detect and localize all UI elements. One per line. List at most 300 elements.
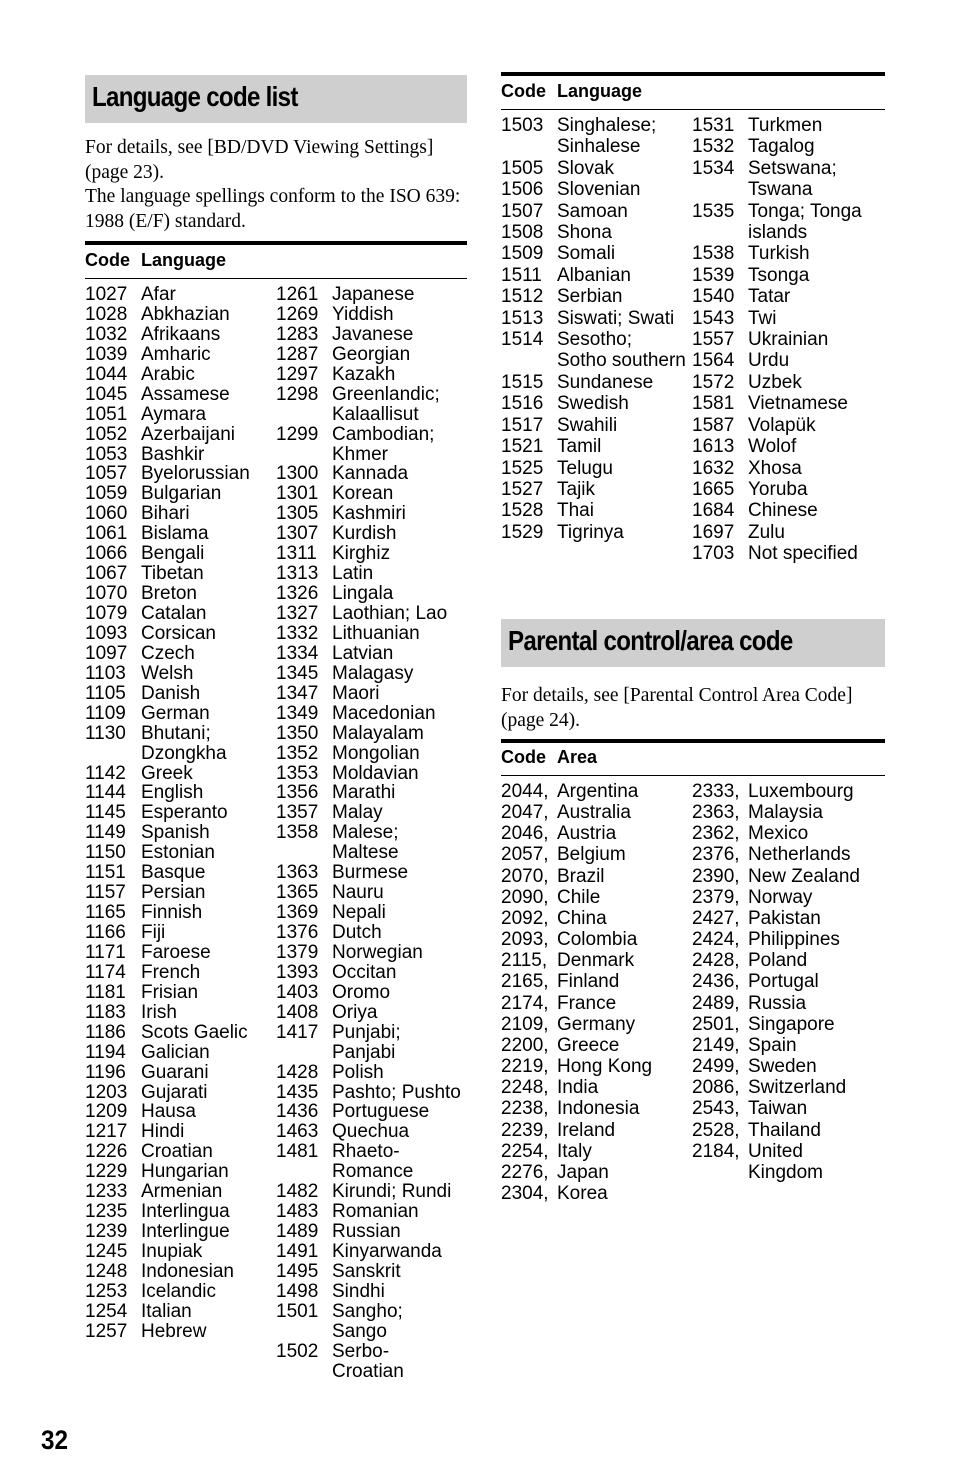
language-subcolumn-2: [276, 285, 467, 1382]
entry-code: 1332: [276, 622, 319, 644]
entry-name: Tagalog: [748, 136, 815, 158]
entry-name: Danish: [141, 682, 201, 704]
table-row: [85, 464, 276, 484]
entry-name: Portuguese: [332, 1101, 430, 1123]
entry-code: 1353: [276, 762, 319, 784]
entry-code: 1130: [85, 722, 126, 744]
entry-name: Germany: [557, 1013, 636, 1035]
entry-name: Yiddish: [332, 303, 394, 325]
entry-code: 2501,: [692, 1013, 740, 1035]
entry-code: 1070: [85, 583, 128, 605]
table-row: [501, 286, 692, 307]
entry-name: Rhaeto-: [332, 1141, 400, 1163]
table-row: [85, 484, 276, 504]
entry-code: 1186: [85, 1021, 126, 1043]
entry-code: 2115,: [501, 950, 548, 972]
entry-code: 1665: [692, 478, 735, 500]
entry-name: Welsh: [141, 662, 194, 684]
area-header-area: Area: [557, 747, 598, 767]
entry-code: 1417: [276, 1021, 319, 1043]
area-subcolumn-2: [692, 781, 885, 1183]
entry-code: 1347: [276, 682, 319, 704]
entry-name: Romanian: [332, 1201, 419, 1223]
table-row: [85, 544, 276, 564]
table-row: [276, 783, 467, 803]
entry-code: 1350: [276, 722, 319, 744]
table-row: [276, 325, 467, 345]
entry-name: Austria: [557, 823, 617, 845]
entry-name-continued: Panjabi: [332, 1041, 396, 1063]
entry-name: Tibetan: [141, 563, 204, 585]
entry-name: Korea: [557, 1182, 608, 1204]
entry-code: 1376: [276, 922, 319, 943]
entry-name: Uzbek: [748, 371, 802, 393]
table-row: [276, 484, 467, 504]
entry-name: Afar: [141, 284, 176, 305]
language-table-continued-header-rule: [501, 109, 885, 110]
entry-name: Sweden: [748, 1056, 817, 1078]
table-row: [85, 524, 276, 544]
entry-code: 1356: [276, 782, 319, 804]
entry-name: Gujarati: [141, 1081, 208, 1103]
entry-code: 2092,: [501, 907, 549, 929]
table-row: [85, 305, 276, 325]
entry-code: 2047,: [501, 802, 549, 824]
table-row: [85, 783, 276, 803]
table-row: [85, 1142, 276, 1162]
entry-code: 1508: [501, 222, 544, 244]
language-intro-standard: The language spellings conform to the ISO 639: 1988 (E/F) standard.: [85, 186, 461, 232]
entry-name: Moldavian: [332, 762, 419, 784]
entry-code: 1543: [692, 307, 735, 329]
table-row: [692, 1098, 885, 1119]
entry-name: Tigrinya: [557, 521, 624, 543]
entry-name: Czech: [141, 642, 195, 664]
entry-code: 1369: [276, 902, 319, 924]
table-row: [85, 863, 276, 883]
entry-name: Guarani: [141, 1061, 209, 1083]
entry-code: 1684: [692, 500, 735, 522]
table-row: [85, 923, 276, 943]
entry-name: Oromo: [332, 981, 391, 1003]
entry-name: Interlingua: [141, 1201, 230, 1223]
entry-name: Hebrew: [141, 1320, 207, 1342]
table-row: [692, 158, 885, 201]
table-row: [692, 971, 885, 992]
entry-name: United: [748, 1140, 803, 1162]
entry-code: 1253: [85, 1280, 128, 1302]
entry-name: Not specified: [748, 543, 858, 565]
entry-code: 1506: [501, 179, 544, 201]
table-row: [85, 1083, 276, 1103]
table-row: [692, 458, 885, 479]
table-row: [276, 564, 467, 584]
area-header-code: Code: [501, 747, 546, 767]
table-row: [276, 684, 467, 704]
entry-code: 1357: [276, 802, 319, 824]
table-row: [85, 903, 276, 923]
entry-code: 2499,: [692, 1056, 740, 1078]
entry-code: 2238,: [501, 1098, 549, 1120]
table-row: [501, 908, 692, 929]
entry-code: 2200,: [501, 1034, 549, 1056]
table-row: [276, 983, 467, 1003]
entry-code: 1057: [85, 463, 128, 485]
entry-name: Netherlands: [748, 844, 851, 866]
entry-name: Dutch: [332, 922, 382, 943]
entry-name: Swahili: [557, 414, 618, 436]
table-row: [85, 1102, 276, 1122]
entry-code: 1489: [276, 1221, 319, 1243]
entry-code: 1305: [276, 503, 319, 525]
table-row: [85, 1043, 276, 1063]
entry-name: Japan: [557, 1161, 609, 1183]
table-row: [276, 524, 467, 544]
table-row: [501, 415, 692, 436]
entry-name: Tsonga: [748, 264, 810, 286]
table-row: [692, 1120, 885, 1141]
entry-name: Portugal: [748, 971, 819, 993]
table-row: [85, 724, 276, 764]
entry-name: Corsican: [141, 622, 216, 644]
entry-name: Cambodian;: [332, 423, 435, 445]
entry-code: 1557: [692, 329, 735, 351]
table-row: [276, 1063, 467, 1083]
entry-name-continued: islands: [748, 222, 808, 244]
table-row: [501, 201, 692, 222]
table-row: [276, 923, 467, 943]
entry-name: Bhutani;: [141, 722, 211, 744]
table-row: [85, 365, 276, 385]
entry-code: 1349: [276, 702, 319, 724]
entry-code: 2276,: [501, 1161, 549, 1183]
table-row: [85, 1023, 276, 1043]
entry-code: 1515: [501, 371, 544, 393]
table-row: [85, 983, 276, 1003]
entry-name: Albanian: [557, 264, 631, 286]
page-number: 32: [41, 1425, 69, 1455]
entry-name: Malaysia: [748, 802, 823, 824]
entry-name: Korean: [332, 483, 394, 505]
entry-name: Quechua: [332, 1121, 410, 1143]
entry-code: 1181: [85, 981, 126, 1003]
table-row: [276, 1302, 467, 1342]
entry-name: Sindhi: [332, 1280, 385, 1302]
entry-code: 1540: [692, 286, 735, 308]
entry-code: 2044,: [501, 781, 549, 802]
entry-name: Sesotho;: [557, 329, 632, 351]
entry-name: Sundanese: [557, 371, 654, 393]
entry-name: Russian: [332, 1221, 401, 1243]
table-row: [501, 929, 692, 950]
entry-code: 1239: [85, 1221, 128, 1243]
entry-name: Vietnamese: [748, 393, 848, 415]
entry-name: Poland: [748, 950, 808, 972]
entry-code: 1408: [276, 1001, 319, 1023]
entry-code: 1379: [276, 941, 319, 963]
table-row: [692, 436, 885, 457]
entry-name: Norwegian: [332, 941, 423, 963]
entry-name: Greek: [141, 762, 193, 784]
table-row: [692, 950, 885, 971]
entry-name: Aymara: [141, 403, 207, 425]
entry-name: Philippines: [748, 929, 840, 951]
entry-code: 2046,: [501, 823, 549, 845]
entry-code: 1538: [692, 243, 735, 265]
entry-code: 1313: [276, 563, 319, 585]
table-row: [692, 543, 885, 564]
entry-code: 2362,: [692, 823, 740, 845]
entry-code: 1311: [276, 543, 317, 565]
entry-code: 1534: [692, 157, 735, 179]
entry-name: Singapore: [748, 1013, 835, 1035]
entry-name: Latin: [332, 563, 374, 585]
entry-name: Azerbaijani: [141, 423, 235, 445]
entry-code: 1632: [692, 457, 735, 479]
entry-code: 1514: [501, 329, 544, 351]
entry-name: Kirghiz: [332, 543, 391, 565]
entry-code: 1093: [85, 622, 128, 644]
entry-code: 1517: [501, 414, 544, 436]
table-row: [501, 823, 692, 844]
entry-code: 1261: [276, 284, 319, 305]
table-row: [692, 522, 885, 543]
entry-name: Breton: [141, 583, 197, 605]
table-row: [276, 1142, 467, 1182]
table-row: [501, 1120, 692, 1141]
table-row: [692, 479, 885, 500]
entry-name: Polish: [332, 1061, 384, 1083]
entry-code: 1183: [85, 1001, 126, 1023]
entry-code: 1298: [276, 383, 319, 405]
entry-name: Indonesian: [141, 1260, 234, 1282]
language-continued-header-code: Code: [501, 81, 546, 101]
entry-code: 1157: [85, 882, 126, 904]
entry-name: Colombia: [557, 929, 638, 951]
table-row: [276, 1202, 467, 1222]
entry-name: Xhosa: [748, 457, 802, 479]
entry-name: Hungarian: [141, 1161, 229, 1183]
language-table-continued-top-rule: [501, 72, 885, 76]
table-row: [692, 1141, 885, 1183]
entry-name: Kazakh: [332, 363, 396, 385]
entry-name: Latvian: [332, 642, 394, 664]
entry-code: 2248,: [501, 1077, 549, 1099]
parental-section-title: Parental control/area code: [508, 625, 793, 656]
entry-code: 1059: [85, 483, 128, 505]
language-subcolumn-3: [501, 115, 692, 543]
table-row: [85, 1242, 276, 1262]
entry-name-continued: Sango: [332, 1320, 387, 1342]
entry-name: Nepali: [332, 902, 386, 924]
entry-code: 1572: [692, 371, 735, 393]
entry-name: Tonga; Tonga: [748, 200, 862, 222]
entry-code: 2070,: [501, 865, 549, 887]
entry-code: 1511: [501, 264, 542, 286]
entry-name: Burmese: [332, 862, 409, 884]
entry-name: Samoan: [557, 200, 628, 222]
entry-name: Serbo-: [332, 1340, 390, 1362]
entry-code: 2149,: [692, 1034, 740, 1056]
entry-name: Persian: [141, 882, 206, 904]
parental-intro-details: For details, see [Parental Control Area Code] (page 24).: [501, 685, 853, 731]
entry-name: Frisian: [141, 981, 199, 1003]
entry-code: 2427,: [692, 907, 740, 929]
entry-name: Irish: [141, 1001, 177, 1023]
language-table-top-rule: [85, 241, 467, 245]
table-row: [276, 823, 467, 863]
entry-name: Spain: [748, 1034, 797, 1056]
entry-code: 1481: [276, 1141, 319, 1163]
entry-name: Catalan: [141, 603, 207, 624]
table-row: [276, 385, 467, 425]
entry-code: 1079: [85, 603, 128, 624]
entry-name: Serbian: [557, 286, 623, 308]
table-row: [276, 704, 467, 724]
entry-code: 1226: [85, 1141, 128, 1163]
entry-code: 1066: [85, 543, 128, 565]
table-row: [276, 1023, 467, 1063]
table-row: [501, 393, 692, 414]
table-row: [501, 844, 692, 865]
entry-name: Hausa: [141, 1101, 196, 1123]
entry-name: Zulu: [748, 521, 785, 543]
entry-name: Tajik: [557, 478, 596, 500]
entry-name: Sanskrit: [332, 1260, 401, 1282]
entry-name: Pakistan: [748, 907, 821, 929]
entry-code: 1352: [276, 742, 319, 764]
entry-code: 1428: [276, 1061, 319, 1083]
table-row: [501, 950, 692, 971]
entry-code: 1053: [85, 443, 128, 465]
entry-code: 1463: [276, 1121, 319, 1143]
table-row: [85, 385, 276, 405]
entry-code: 1528: [501, 500, 544, 522]
entry-code: 1512: [501, 286, 544, 308]
table-row: [501, 866, 692, 887]
table-row: [501, 243, 692, 264]
entry-name: Macedonian: [332, 702, 436, 724]
parental-section-header: [501, 619, 885, 667]
language-table-header-rule: [85, 278, 467, 279]
entry-name: Spanish: [141, 822, 210, 844]
entry-code: 1235: [85, 1201, 128, 1223]
entry-name: Malagasy: [332, 662, 414, 684]
table-row: [276, 863, 467, 883]
entry-name: Pashto; Pushto: [332, 1081, 461, 1103]
entry-code: 1203: [85, 1081, 128, 1103]
entry-name: Bulgarian: [141, 483, 222, 505]
entry-code: 1166: [85, 922, 126, 943]
table-row: [692, 265, 885, 286]
table-row: [85, 1322, 276, 1342]
entry-name: Amharic: [141, 343, 211, 365]
entry-name: Argentina: [557, 781, 639, 802]
table-row: [692, 823, 885, 844]
table-row: [692, 115, 885, 136]
table-row: [85, 1262, 276, 1282]
entry-name: Armenian: [141, 1181, 223, 1203]
entry-code: 1257: [85, 1320, 128, 1342]
entry-code: 1521: [501, 436, 544, 458]
entry-name: Kinyarwanda: [332, 1241, 442, 1262]
table-row: [276, 1102, 467, 1122]
entry-code: 1150: [85, 842, 126, 864]
entry-name: Sangho;: [332, 1300, 403, 1322]
table-row: [276, 1282, 467, 1302]
entry-code: 1171: [85, 941, 126, 963]
entry-name: Croatian: [141, 1141, 213, 1163]
table-row: [276, 644, 467, 664]
entry-code: 1149: [85, 822, 126, 844]
entry-name: Shona: [557, 222, 612, 244]
entry-name: Kashmiri: [332, 503, 406, 525]
entry-code: 2436,: [692, 971, 740, 993]
table-row: [501, 1141, 692, 1162]
table-row: [276, 664, 467, 684]
table-row: [692, 308, 885, 329]
table-row: [276, 764, 467, 784]
entry-name: Taiwan: [748, 1098, 808, 1120]
entry-name-continued: Croatian: [332, 1360, 404, 1382]
entry-name: English: [141, 782, 204, 804]
entry-code: 1300: [276, 463, 319, 485]
table-row: [85, 425, 276, 445]
table-row: [692, 993, 885, 1014]
entry-code: 2543,: [692, 1098, 740, 1120]
entry-code: 2254,: [501, 1140, 549, 1162]
table-row: [692, 329, 885, 350]
table-row: [501, 1162, 692, 1183]
entry-name: Tatar: [748, 286, 791, 308]
table-row: [501, 522, 692, 543]
entry-code: 2424,: [692, 929, 740, 951]
entry-code: 1539: [692, 264, 735, 286]
entry-name: French: [141, 961, 201, 983]
entry-name: Mongolian: [332, 742, 420, 764]
table-row: [85, 285, 276, 305]
language-subcolumn-4: [692, 115, 885, 565]
table-row: [692, 1077, 885, 1098]
table-row: [85, 624, 276, 644]
table-row: [85, 684, 276, 704]
table-row: [692, 887, 885, 908]
table-row: [501, 329, 692, 372]
entry-name: Malay: [332, 802, 383, 824]
entry-name: Chinese: [748, 500, 818, 522]
entry-code: 1334: [276, 642, 319, 664]
entry-name: Setswana;: [748, 157, 837, 179]
entry-name: Hong Kong: [557, 1056, 653, 1078]
entry-code: 1436: [276, 1101, 319, 1123]
table-row: [276, 1342, 467, 1382]
language-section-header: [85, 75, 467, 123]
table-row: [85, 604, 276, 624]
entry-code: 1045: [85, 383, 128, 405]
entry-code: 2219,: [501, 1056, 549, 1078]
entry-name: Bashkir: [141, 443, 205, 465]
table-row: [85, 803, 276, 823]
entry-code: 1527: [501, 478, 544, 500]
table-row: [501, 179, 692, 200]
entry-name: Italian: [141, 1300, 192, 1322]
entry-name: Bengali: [141, 543, 205, 565]
entry-name: China: [557, 907, 607, 929]
table-row: [501, 158, 692, 179]
table-row: [85, 843, 276, 863]
entry-code: 1509: [501, 243, 544, 265]
entry-code: 1365: [276, 882, 319, 904]
